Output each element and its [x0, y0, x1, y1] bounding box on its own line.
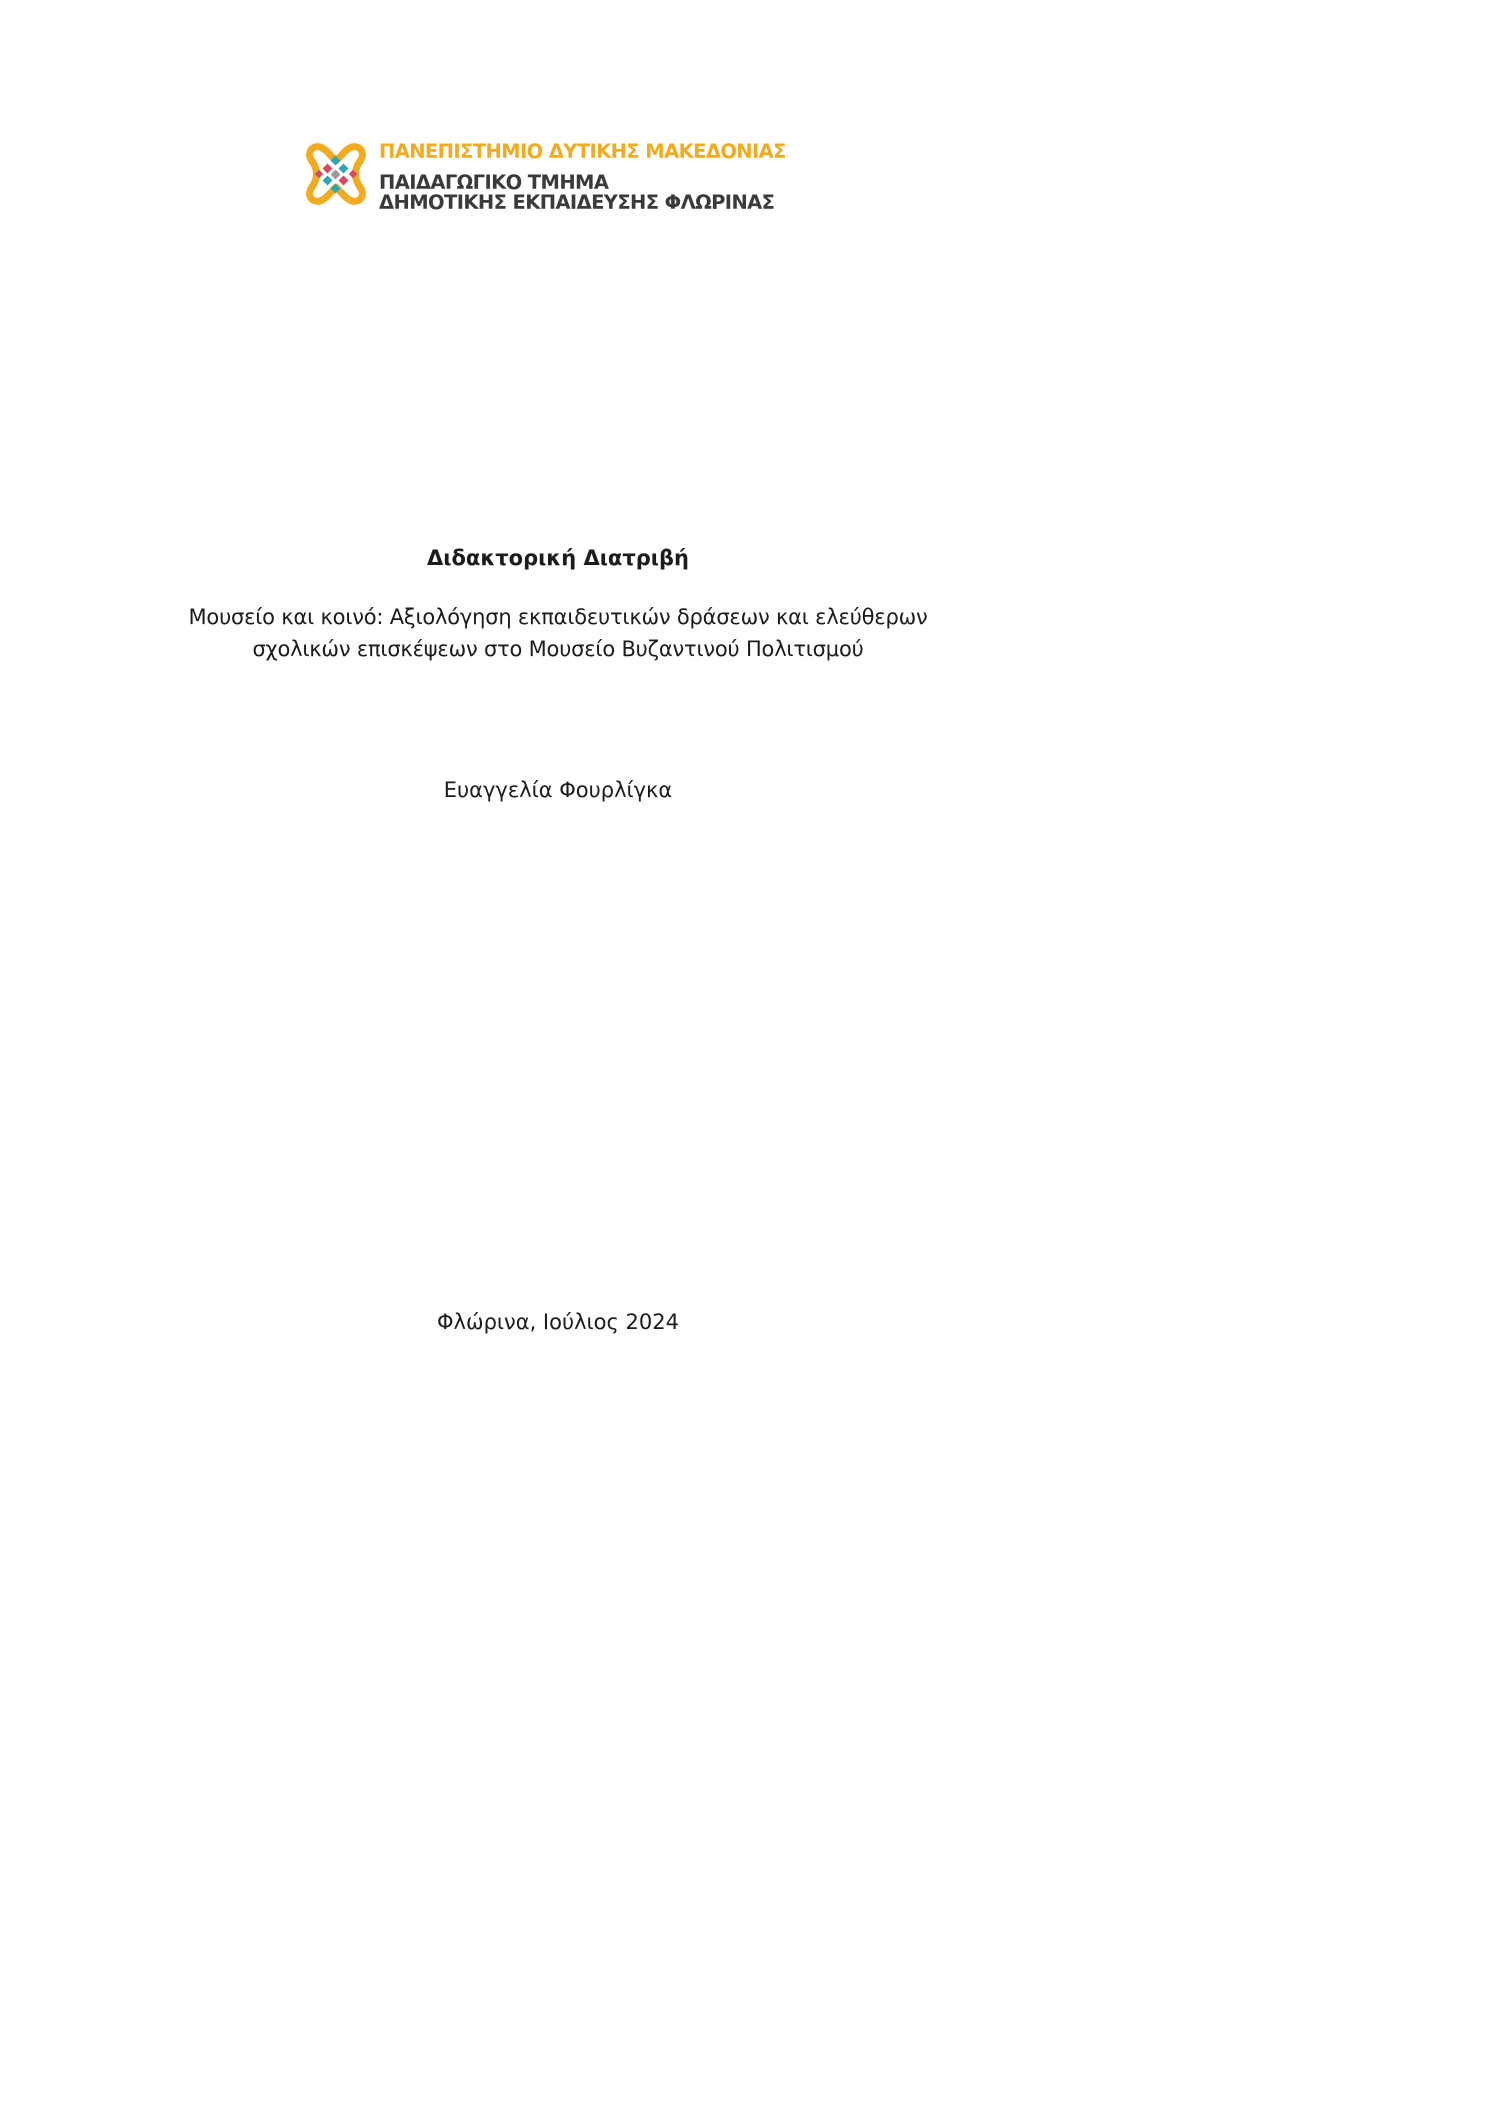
university-header [302, 139, 822, 231]
place-and-date: Φλώρινα, Ιούλιος 2024 [437, 1310, 679, 1334]
thesis-title-line-1: Μουσείο και κοινό: Αξιολόγηση εκπαιδευτικών δράσεων και ελεύθερων [188, 605, 928, 629]
thesis-title-line-2: σχολικών επισκέψεων στο Μουσείο Βυζαντινού Πολιτισμού [252, 637, 864, 661]
university-name: ΠΑΝΕΠΙΣΤΗΜΙΟ ΔΥΤΙΚΗΣ ΜΑΚΕΔΟΝΙΑΣ [379, 140, 786, 163]
university-logo-icon [302, 141, 370, 207]
author-name: Ευαγγελία Φουρλίγκα [443, 778, 673, 802]
document-type: Διδακτορική Διατριβή [427, 546, 689, 570]
department-name-line-2: ΔΗΜΟΤΙΚΗΣ ΕΚΠΑΙΔΕΥΣΗΣ ΦΛΩΡΙΝΑΣ [379, 191, 775, 214]
university-logo-text [379, 139, 819, 213]
department-name-line-1: ΠΑΙΔΑΓΩΓΙΚΟ ΤΜΗΜΑ [379, 171, 609, 194]
